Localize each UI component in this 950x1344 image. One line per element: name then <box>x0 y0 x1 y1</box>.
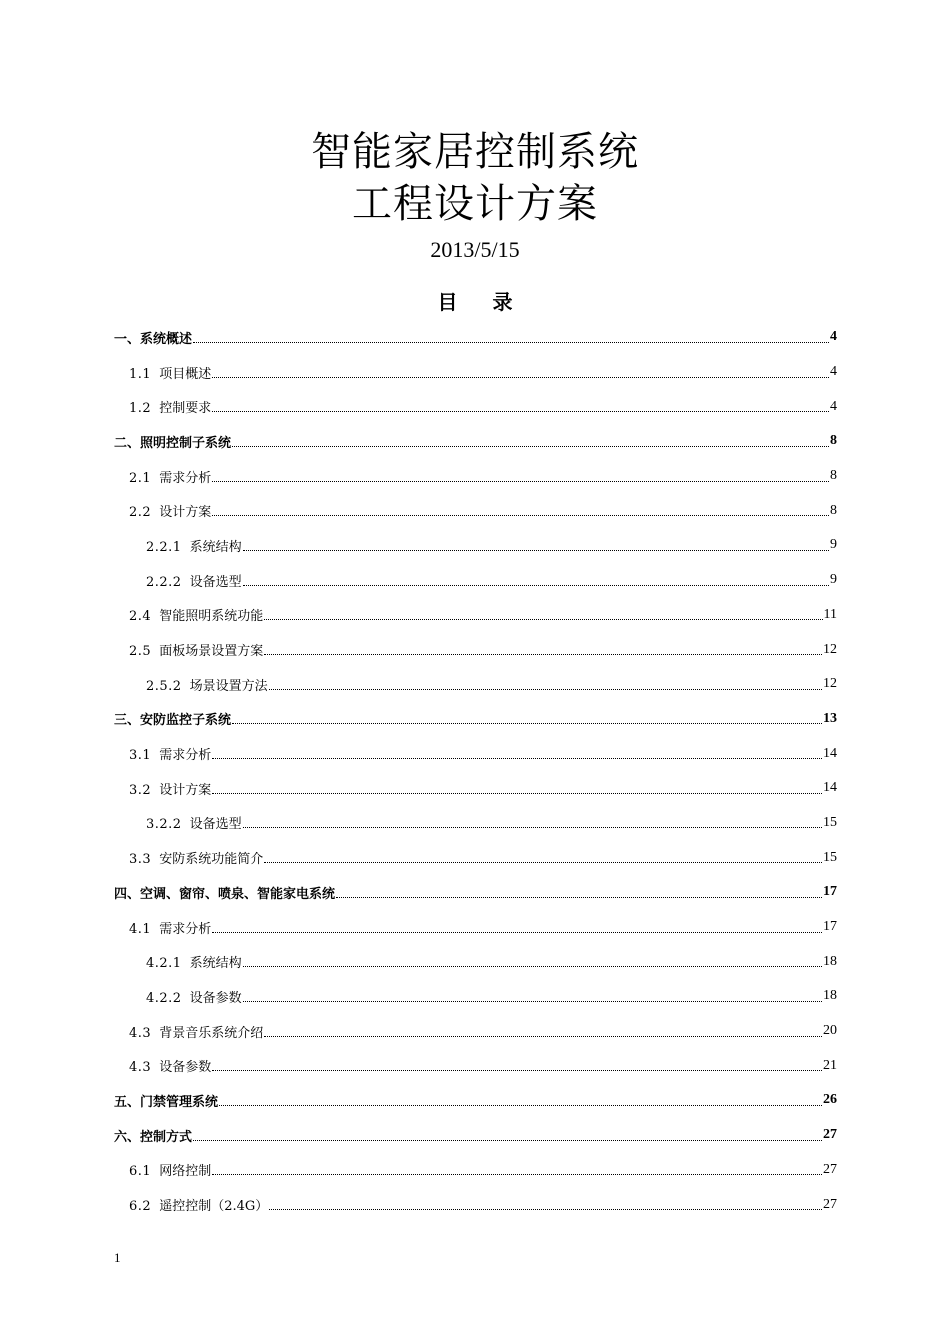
toc-dot-leader <box>212 411 829 412</box>
toc-dot-leader <box>193 342 829 343</box>
toc-entry[interactable] <box>114 875 837 910</box>
toc-dot-leader <box>212 1174 822 1175</box>
toc-dot-leader <box>212 515 829 516</box>
toc-entry-text: 设备选型 <box>189 574 242 590</box>
toc-entry-page: 8 <box>830 468 837 484</box>
document-date: 2013/5/15 <box>430 237 520 262</box>
toc-entry-text: 一、系统概述 <box>114 331 193 347</box>
toc-entry-text: 遥控控制（2.4G） <box>159 1199 269 1215</box>
toc-entry[interactable] <box>114 493 837 528</box>
toc-entry[interactable] <box>114 979 837 1014</box>
toc-entry[interactable] <box>114 840 837 875</box>
toc-entry-number: 4.3 <box>129 1025 152 1041</box>
toc-entry[interactable] <box>114 667 837 702</box>
toc-entry-page: 12 <box>823 641 837 657</box>
toc-entry-text: 面板场景设置方案 <box>159 644 264 660</box>
toc-entry[interactable] <box>114 1187 837 1222</box>
toc-entry-number: 2.2 <box>129 505 152 521</box>
toc-entry-label <box>129 501 211 520</box>
toc-entry-page: 13 <box>823 710 837 726</box>
toc-dot-leader <box>264 619 822 620</box>
toc-dot-leader <box>243 1001 822 1002</box>
toc-entry[interactable] <box>114 632 837 667</box>
toc-entry-page: 8 <box>830 433 837 449</box>
toc-entry-label <box>114 328 192 347</box>
toc-entry-number: 4.2.1 <box>146 956 182 972</box>
toc-dot-leader <box>243 550 829 551</box>
toc-entry-number: 1.2 <box>129 401 152 417</box>
toc-dot-leader <box>243 585 829 586</box>
toc-entry-text: 场景设置方法 <box>189 678 268 694</box>
toc-entry-label <box>129 744 211 763</box>
toc-entry[interactable] <box>114 424 837 459</box>
toc-dot-leader <box>264 862 822 863</box>
toc-entry-number: 1.1 <box>129 366 152 382</box>
toc-dot-leader <box>212 481 829 482</box>
toc-entry-label <box>146 813 242 832</box>
toc-entry[interactable] <box>114 389 837 424</box>
toc-entry-label <box>114 709 231 728</box>
toc-entry-text: 三、安防监控子系统 <box>114 713 232 729</box>
toc-entry[interactable] <box>114 459 837 494</box>
toc-entry-text: 设计方案 <box>159 505 212 521</box>
toc-entry-text: 设计方案 <box>159 782 212 798</box>
toc-dot-leader <box>193 1140 822 1141</box>
toc-dot-leader <box>269 1209 822 1210</box>
toc-dot-leader <box>232 723 822 724</box>
toc-entry-label <box>129 1056 211 1075</box>
toc-entry-label <box>129 1160 211 1179</box>
toc-entry-label <box>146 952 242 971</box>
toc-entry[interactable] <box>114 355 837 390</box>
toc-dot-leader <box>212 377 829 378</box>
toc-entry-page: 14 <box>823 745 837 761</box>
toc-entry-text: 安防系统功能简介 <box>159 852 264 868</box>
toc-entry[interactable] <box>114 910 837 945</box>
table-of-contents <box>114 320 837 1222</box>
toc-dot-leader <box>264 1036 822 1037</box>
toc-entry[interactable] <box>114 1014 837 1049</box>
toc-entry-number: 6.2 <box>129 1199 152 1215</box>
toc-entry-number: 6.1 <box>129 1164 152 1180</box>
toc-entry[interactable] <box>114 1048 837 1083</box>
toc-entry-label <box>146 987 242 1006</box>
toc-entry-label <box>129 605 263 624</box>
toc-entry-page: 21 <box>823 1057 837 1073</box>
toc-entry-label <box>114 1126 192 1145</box>
toc-entry-page: 9 <box>830 572 837 588</box>
toc-entry-text: 项目概述 <box>159 366 212 382</box>
toc-entry-page: 4 <box>830 364 837 380</box>
toc-entry-page: 14 <box>823 780 837 796</box>
toc-entry-label <box>129 1195 268 1214</box>
toc-entry[interactable] <box>114 1153 837 1188</box>
toc-entry-page: 15 <box>823 849 837 865</box>
toc-entry-text: 控制要求 <box>159 401 212 417</box>
toc-dot-leader <box>212 758 822 759</box>
toc-entry-page: 20 <box>823 1023 837 1039</box>
toc-entry-number: 4.3 <box>129 1060 152 1076</box>
document-title-line2: 工程设计方案 <box>352 181 598 227</box>
toc-entry-label <box>129 363 211 382</box>
page-number: 1 <box>114 1250 121 1265</box>
toc-entry-text: 系统结构 <box>189 956 242 972</box>
toc-entry-label <box>129 467 211 486</box>
toc-entry-page: 9 <box>830 537 837 553</box>
document-title-line1: 智能家居控制系统 <box>311 129 639 175</box>
toc-entry-text: 需求分析 <box>159 470 212 486</box>
toc-entry-text: 网络控制 <box>159 1164 212 1180</box>
toc-entry-number: 2.4 <box>129 609 152 625</box>
toc-entry-number: 2.2.2 <box>146 574 182 590</box>
toc-entry-label <box>146 571 242 590</box>
toc-entry[interactable] <box>114 771 837 806</box>
toc-entry-page: 4 <box>830 329 837 345</box>
toc-entry-text: 六、控制方式 <box>114 1129 193 1145</box>
toc-entry-page: 15 <box>823 814 837 830</box>
toc-entry-page: 27 <box>823 1127 837 1143</box>
toc-entry-number: 2.5.2 <box>146 678 182 694</box>
toc-entry[interactable] <box>114 806 837 841</box>
toc-entry-number: 3.2 <box>129 782 152 798</box>
toc-entry-number: 4.1 <box>129 921 152 937</box>
toc-dot-leader <box>232 446 829 447</box>
toc-entry-page: 27 <box>823 1161 837 1177</box>
toc-dot-leader <box>212 1070 822 1071</box>
toc-entry-page: 18 <box>823 953 837 969</box>
toc-entry-text: 需求分析 <box>159 921 212 937</box>
toc-entry-label <box>129 640 263 659</box>
toc-entry[interactable] <box>114 702 837 737</box>
toc-entry-text: 系统结构 <box>189 539 242 555</box>
toc-entry-text: 二、照明控制子系统 <box>114 435 232 451</box>
toc-dot-leader <box>212 793 822 794</box>
toc-entry[interactable] <box>114 598 837 633</box>
toc-entry[interactable] <box>114 1083 837 1118</box>
toc-entry-page: 4 <box>830 398 837 414</box>
toc-entry-text: 设备选型 <box>189 817 242 833</box>
toc-entry-label <box>129 397 211 416</box>
toc-entry-number: 2.1 <box>129 470 152 486</box>
toc-entry-number: 2.5 <box>129 644 152 660</box>
toc-entry-text: 智能照明系统功能 <box>159 609 264 625</box>
toc-entry[interactable] <box>114 736 837 771</box>
toc-entry-label <box>146 675 268 694</box>
toc-entry-label <box>114 1091 218 1110</box>
toc-heading: 目 录 <box>437 290 527 314</box>
toc-entry-page: 12 <box>823 676 837 692</box>
toc-dot-leader <box>212 932 822 933</box>
toc-entry-number: 3.1 <box>129 748 152 764</box>
toc-entry-label <box>129 848 263 867</box>
toc-entry-page: 8 <box>830 502 837 518</box>
toc-dot-leader <box>243 966 822 967</box>
toc-entry[interactable] <box>114 563 837 598</box>
toc-entry[interactable] <box>114 528 837 563</box>
toc-entry-text: 需求分析 <box>159 748 212 764</box>
toc-entry-text: 四、空调、窗帘、喷泉、智能家电系统 <box>114 886 336 902</box>
toc-entry-number: 3.2.2 <box>146 817 182 833</box>
toc-entry[interactable] <box>114 320 837 355</box>
toc-entry-text: 五、门禁管理系统 <box>114 1094 219 1110</box>
toc-entry-label <box>129 918 211 937</box>
toc-entry-number: 4.2.2 <box>146 990 182 1006</box>
toc-entry[interactable] <box>114 944 837 979</box>
toc-entry-page: 27 <box>823 1196 837 1212</box>
toc-entry-label <box>129 1022 263 1041</box>
toc-entry-number: 2.2.1 <box>146 539 182 555</box>
toc-entry-page: 11 <box>823 606 837 622</box>
toc-entry-number: 3.3 <box>129 852 152 868</box>
toc-entry-page: 18 <box>823 988 837 1004</box>
toc-dot-leader <box>336 897 822 898</box>
toc-entry-label <box>114 432 231 451</box>
toc-entry-text: 背景音乐系统介绍 <box>159 1025 264 1041</box>
toc-entry-label <box>146 536 242 555</box>
toc-dot-leader <box>264 654 822 655</box>
toc-entry-page: 17 <box>823 884 837 900</box>
toc-entry-label <box>114 883 335 902</box>
toc-entry-page: 17 <box>823 919 837 935</box>
toc-dot-leader <box>269 689 822 690</box>
toc-entry-page: 26 <box>823 1092 837 1108</box>
toc-entry-text: 设备参数 <box>159 1060 212 1076</box>
toc-dot-leader <box>243 827 822 828</box>
toc-entry[interactable] <box>114 1118 837 1153</box>
toc-dot-leader <box>219 1105 822 1106</box>
toc-entry-label <box>129 779 211 798</box>
toc-entry-text: 设备参数 <box>189 990 242 1006</box>
